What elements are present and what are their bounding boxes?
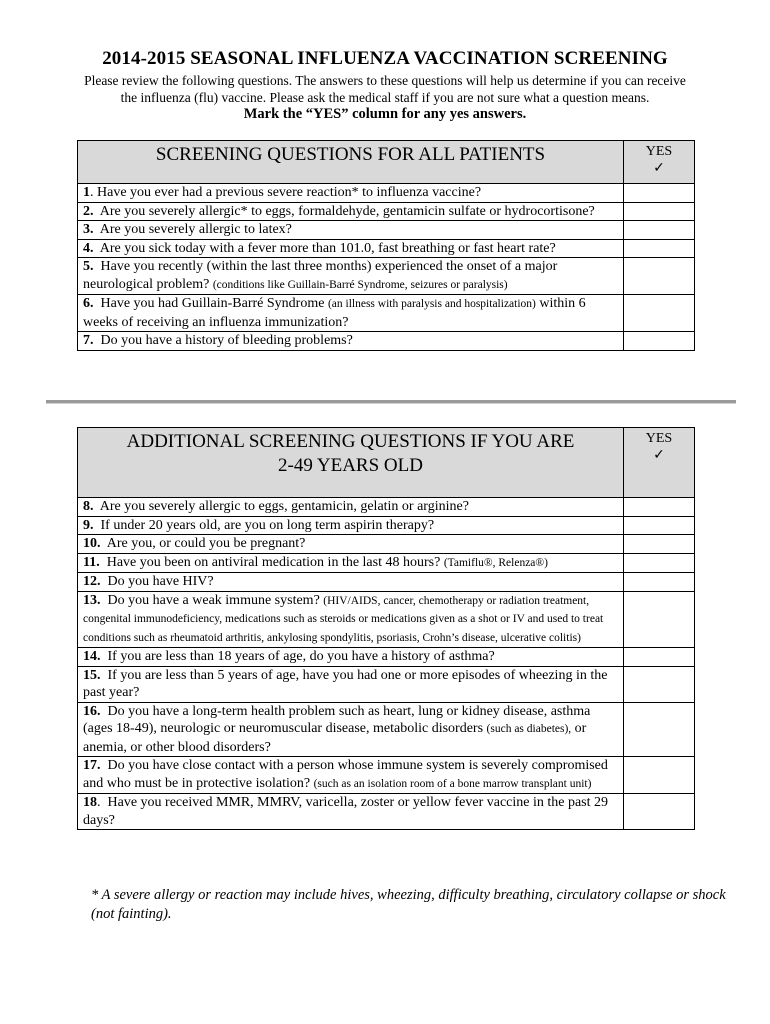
question-text-cell — [78, 258, 624, 295]
section-2-heading-line-1: ADDITIONAL SCREENING QUESTIONS IF YOU ARE — [126, 431, 575, 452]
question-row — [78, 702, 695, 757]
check-icon: ✓ — [653, 447, 665, 463]
question-row — [78, 221, 695, 240]
question-text: Do you have close contact with a person whose immune system is severely compromised and who must be in protective isolation? — [83, 758, 608, 791]
screening-table-all-patients — [77, 140, 695, 351]
question-text: Do you have HIV? — [107, 574, 214, 589]
yes-answer-cell[interactable] — [624, 757, 695, 794]
question-row — [78, 553, 695, 573]
yes-answer-cell[interactable] — [624, 202, 695, 221]
instruction: Mark the “YES” column for any yes answers. — [243, 106, 527, 122]
question-row — [78, 516, 695, 535]
question-text-continued: or anemia, or other blood disorders? — [83, 721, 587, 755]
question-number-separator — [94, 259, 101, 274]
question-number: 17. — [83, 758, 101, 773]
question-number: 9. — [83, 517, 94, 533]
question-number: 10. — [83, 536, 101, 551]
question-number-separator — [101, 704, 108, 719]
yes-label: YES — [645, 144, 673, 159]
question-number: 11. — [83, 554, 100, 570]
question-row — [78, 258, 695, 295]
question-row — [78, 202, 695, 221]
question-row — [78, 535, 695, 554]
question-text-cell — [78, 184, 624, 203]
question-text-cell — [78, 591, 624, 648]
question-text: If you are less than 18 years of age, do you have a history of asthma? — [107, 649, 495, 664]
yes-answer-cell[interactable] — [624, 295, 695, 332]
question-number: 1 — [83, 185, 90, 200]
yes-answer-cell[interactable] — [624, 553, 695, 573]
yes-answer-cell[interactable] — [624, 184, 695, 203]
screening-table-additional — [77, 427, 695, 830]
question-note: (such as an isolation room of a bone marrow transplant unit) — [313, 777, 592, 790]
question-text-cell — [78, 239, 624, 258]
section-2-heading — [78, 428, 624, 498]
question-text-cell — [78, 702, 624, 757]
question-text: Are you sick today with a fever more than 101.0, fast breathing or fast heart rate? — [99, 240, 556, 256]
question-text: Do you have a long-term health problem such as heart, lung or kidney disease, asthma (ages 18-49), neurologic or neuromuscular disease, metabolic disorders — [83, 703, 591, 736]
yes-answer-cell[interactable] — [624, 666, 695, 702]
question-note: (such as diabetes), — [486, 723, 572, 735]
intro-text — [40, 72, 730, 106]
section-2-heading-line-2: 2-49 YEARS OLD — [278, 455, 423, 476]
question-row — [78, 239, 695, 258]
question-number-separator — [101, 574, 108, 589]
yes-answer-cell[interactable] — [624, 794, 695, 830]
question-text-cell — [78, 202, 624, 221]
question-note: (conditions like Guillain-Barré Syndrome, seizures or paralysis) — [212, 278, 508, 291]
question-number-separator — [101, 649, 108, 664]
yes-column-header — [624, 141, 695, 184]
question-text-cell — [78, 535, 624, 554]
yes-answer-cell[interactable] — [624, 648, 695, 667]
yes-answer-cell[interactable] — [624, 591, 695, 648]
yes-answer-cell[interactable] — [624, 221, 695, 240]
question-number: 6. — [83, 296, 94, 311]
question-number-separator: . — [90, 185, 97, 200]
question-text-continued: within 6 weeks of receiving an influenza immunization? — [83, 296, 586, 330]
section-2-questions — [78, 498, 695, 830]
question-text-cell — [78, 295, 624, 332]
question-text: Are you severely allergic* to eggs, formaldehyde, gentamicin sulfate or hydrocortisone? — [99, 203, 595, 219]
intro-line-1: Please review the following questions. The answers to these questions will help us determine if you can receive — [84, 73, 686, 88]
question-note: (an illness with paralysis and hospitalization) — [327, 298, 536, 310]
question-row — [78, 498, 695, 517]
section-divider — [46, 400, 736, 404]
question-row — [78, 184, 695, 203]
yes-answer-cell[interactable] — [624, 239, 695, 258]
question-text-cell — [78, 757, 624, 794]
question-text: Have you received MMR, MMRV, varicella, zoster or yellow fever vaccine in the past 29 days? — [83, 795, 609, 828]
question-number: 13. — [83, 592, 101, 608]
question-number: 15. — [83, 667, 101, 683]
question-number: 2. — [83, 203, 94, 219]
footnote: * A severe allergy or reaction may include hives, wheezing, difficulty breathing, circulatory collapse or shock (not fainting). — [91, 887, 726, 922]
yes-answer-cell[interactable] — [624, 573, 695, 592]
question-text-cell — [78, 221, 624, 240]
question-number: 18 — [83, 795, 97, 810]
question-row — [78, 666, 695, 702]
question-text: Are you, or could you be pregnant? — [106, 536, 306, 551]
question-note: (HIV/AIDS, cancer, chemotherapy or radiation treatment, congenital immunodeficiency, medications such as steroids or medications given as a shot or IV and used to treat conditions such as rheumatoid arthritis, ankylosing spondylitis, psoriasis, Crohn’s disease, ulcerative colitis) — [83, 594, 604, 644]
yes-answer-cell[interactable] — [624, 535, 695, 554]
question-number-separator: . — [97, 795, 108, 810]
question-row — [78, 332, 695, 351]
question-text: Are you severely allergic to eggs, gentamicin, gelatin or arginine? — [99, 499, 469, 514]
question-text: Have you been on antiviral medication in the last 48 hours? — [106, 554, 441, 570]
question-text-cell — [78, 498, 624, 517]
intro-line-2: the influenza (flu) vaccine. Please ask the medical staff if you are not sure what a question means. — [120, 90, 650, 105]
question-number-separator — [101, 668, 108, 683]
question-text-cell — [78, 332, 624, 351]
question-number-separator — [94, 518, 101, 533]
question-text: Do you have a weak immune system? — [107, 592, 320, 608]
question-text: If you are less than 5 years of age, have you had one or more episodes of wheezing in the past year? — [83, 667, 608, 700]
question-text: Have you had Guillain-Barré Syndrome — [100, 296, 325, 311]
yes-answer-cell[interactable] — [624, 498, 695, 517]
question-number: 14. — [83, 649, 101, 664]
question-number-separator — [101, 758, 108, 773]
yes-answer-cell[interactable] — [624, 258, 695, 295]
question-number-separator — [101, 593, 108, 608]
question-text: If under 20 years old, are you on long term aspirin therapy? — [100, 517, 435, 533]
question-text: Have you ever had a previous severe reaction* to influenza vaccine? — [97, 185, 482, 200]
question-text-cell — [78, 794, 624, 830]
question-number: 8. — [83, 499, 94, 514]
question-number: 12. — [83, 574, 101, 589]
question-row — [78, 591, 695, 648]
section-1-heading: SCREENING QUESTIONS FOR ALL PATIENTS — [78, 141, 624, 184]
question-text-cell — [78, 516, 624, 535]
question-text-cell — [78, 553, 624, 573]
form-title: 2014-2015 SEASONAL INFLUENZA VACCINATION SCREENING — [102, 48, 668, 69]
question-row — [78, 648, 695, 667]
question-row — [78, 757, 695, 794]
question-row — [78, 794, 695, 830]
question-number-separator — [100, 555, 107, 570]
question-number: 5. — [83, 259, 94, 274]
question-text-cell — [78, 573, 624, 592]
question-note: (Tamiflu®, Relenza®) — [443, 556, 548, 569]
question-number: 3. — [83, 222, 94, 237]
question-number: 16. — [83, 703, 101, 719]
question-text-cell — [78, 666, 624, 702]
check-icon: ✓ — [653, 160, 665, 176]
question-text: Do you have a history of bleeding problems? — [100, 333, 353, 348]
yes-answer-cell[interactable] — [624, 516, 695, 535]
section-1-questions — [78, 184, 695, 351]
yes-label: YES — [645, 431, 673, 446]
yes-answer-cell[interactable] — [624, 702, 695, 757]
yes-column-header — [624, 428, 695, 498]
question-row — [78, 573, 695, 592]
question-number-separator — [94, 333, 101, 348]
question-text: Have you recently (within the last three months) experienced the onset of a major neurological problem? — [83, 259, 558, 292]
yes-answer-cell[interactable] — [624, 332, 695, 351]
question-row — [78, 295, 695, 332]
question-number-separator — [94, 296, 101, 311]
question-number: 7. — [83, 333, 94, 348]
question-number: 4. — [83, 240, 94, 256]
question-text: Are you severely allergic to latex? — [99, 222, 292, 237]
question-text-cell — [78, 648, 624, 667]
